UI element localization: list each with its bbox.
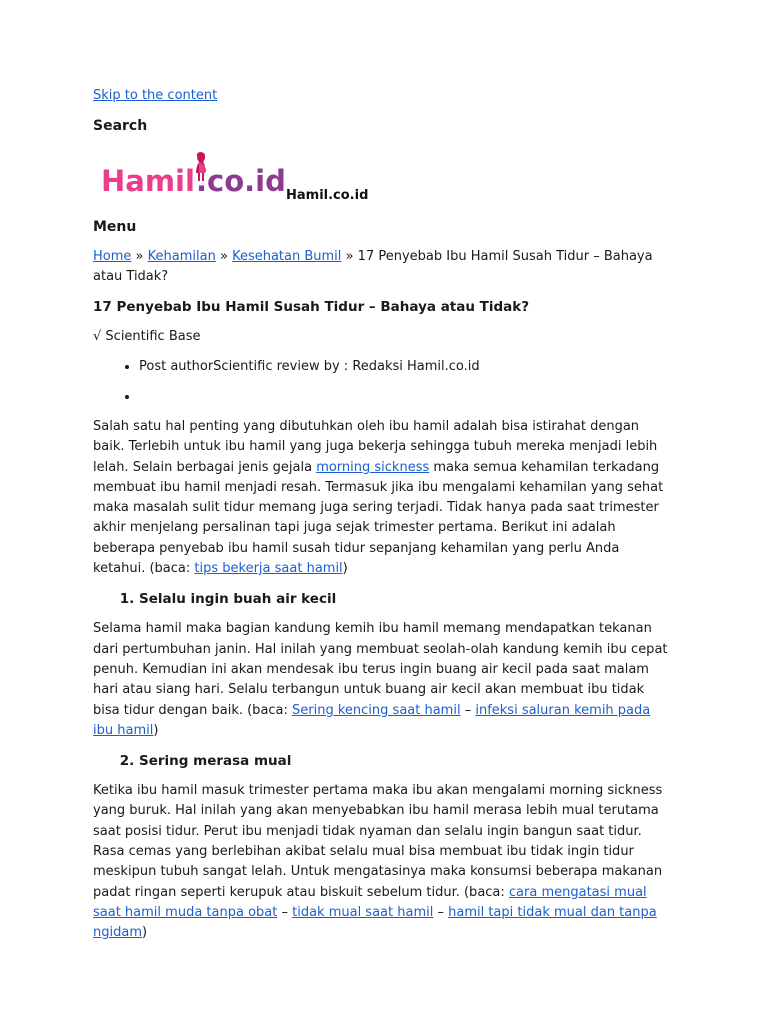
post-meta-empty-item: [139, 387, 673, 407]
article-page: [93, 86, 673, 944]
infeksi-saluran-kemih-link[interactable]: infeksi saluran kemih pada ibu hamil: [93, 702, 651, 738]
link-separator: –: [277, 904, 293, 920]
post-author-item: • Post authorScientific review by : Redaksi Hamil.co.id: [139, 357, 673, 377]
intro-text: maka semua kehamilan terkadang membuat ibu hamil menjadi resah. Termasuk jika ibu mengalami kehamilan yang sehat maka masalah sulit tidur memang juga sering terjadi. Tidak hanya pada saat trimester akhir menjelang persalinan tapi juga sejak trimester pertama. Berikut ini adalah beberapa penyebab ibu hamil susah tidur sepanjang kehamilan yang perlu Anda ketahui. (baca:: [93, 459, 664, 577]
section-text: Selama hamil maka bagian kandung kemih ibu hamil memang mendapatkan tekanan dari pertumbuhan janin. Hal inilah yang membuat seolah-olah kandung kemih ibu cepat penuh. Kemudian ini akan mendesak ibu terus ingin buang air kecil pada saat malam hari atau siang hari. Selalu terbangun untuk buang air kecil akan membuat ibu tidak bisa tidur dengan baik. (baca:: [93, 621, 668, 718]
breadcrumb: [93, 247, 673, 287]
post-meta-list: [93, 357, 673, 407]
logo-text-coid: .co.id: [196, 164, 286, 198]
breadcrumb-separator: »: [135, 249, 144, 264]
skip-to-content-link[interactable]: Skip to the content: [93, 88, 218, 103]
breadcrumb-current: 17 Penyebab Ibu Hamil Susah Tidur – Bahaya atau Tidak?: [93, 249, 653, 284]
section-text: Ketika ibu hamil masuk trimester pertama maka ibu akan mengalami morning sickness yang buruk. Hal inilah yang akan menyebabkan ibu hamil merasa lebih mual terutama saat posisi tidur. Perut ibu menjadi tidak nyaman dan selalu ingin bangun saat tidur. Rasa cemas yang berlebihan akibat selalu mual bisa membuat ibu tidak ingin tidur meskipun tubuh sangat lelah. Untuk mengatasinya maka konsumsi beberapa makanan padat ringan seperti kerupuk atau biskuit sebelum tidur. (baca:: [93, 783, 663, 900]
sering-kencing-link[interactable]: Sering kencing saat hamil: [292, 702, 461, 718]
scientific-badge: √ Scientific Base: [93, 329, 201, 344]
breadcrumb-kehamilan[interactable]: Kehamilan: [147, 249, 216, 264]
intro-paragraph: [93, 417, 673, 579]
tips-bekerja-link[interactable]: tips bekerja saat hamil: [194, 561, 343, 577]
breadcrumb-home[interactable]: Home: [93, 249, 132, 264]
section-1-paragraph: [93, 619, 673, 741]
intro-text: Salah satu hal penting yang dibutuhkan oleh ibu hamil adalah bisa istirahat dengan baik. Terlebih untuk ibu hamil yang juga bekerja sehingga tubuh mereka menjadi lebih lelah. Selain berbagai jenis gejala: [93, 419, 658, 475]
section-text: ): [142, 925, 148, 941]
site-title[interactable]: Hamil.co.id: [286, 188, 369, 203]
section-2-paragraph: [93, 781, 673, 943]
section-heading-2: 2. Sering merasa mual: [139, 751, 673, 771]
menu-toggle[interactable]: Menu: [93, 219, 137, 235]
section-heading-list: [93, 589, 673, 609]
tanpa-ngidam-link[interactable]: hamil tapi tidak mual dan tanpa ngidam: [93, 904, 657, 941]
section-heading-1: 1. Selalu ingin buah air kecil: [139, 589, 673, 609]
link-separator: –: [433, 904, 449, 920]
search-label[interactable]: Search: [93, 118, 148, 134]
mengatasi-mual-link[interactable]: cara mengatasi mual saat hamil muda tanpa obat: [93, 884, 647, 920]
tidak-mual-link[interactable]: tidak mual saat hamil: [292, 904, 434, 920]
breadcrumb-separator: »: [345, 249, 354, 264]
site-branding: [93, 147, 673, 213]
intro-text: ): [342, 561, 348, 577]
section-heading-list: [93, 751, 673, 771]
link-separator: –: [460, 702, 476, 718]
logo-text-hamil: Hamil: [101, 164, 195, 198]
article-title: 17 Penyebab Ibu Hamil Susah Tidur – Bahaya atau Tidak?: [93, 299, 530, 315]
breadcrumb-kesehatan-bumil[interactable]: Kesehatan Bumil: [232, 249, 342, 264]
morning-sickness-link[interactable]: morning sickness: [316, 459, 430, 475]
hamil-logo[interactable]: [93, 147, 293, 203]
breadcrumb-separator: »: [219, 249, 228, 264]
section-text: ): [153, 722, 159, 738]
